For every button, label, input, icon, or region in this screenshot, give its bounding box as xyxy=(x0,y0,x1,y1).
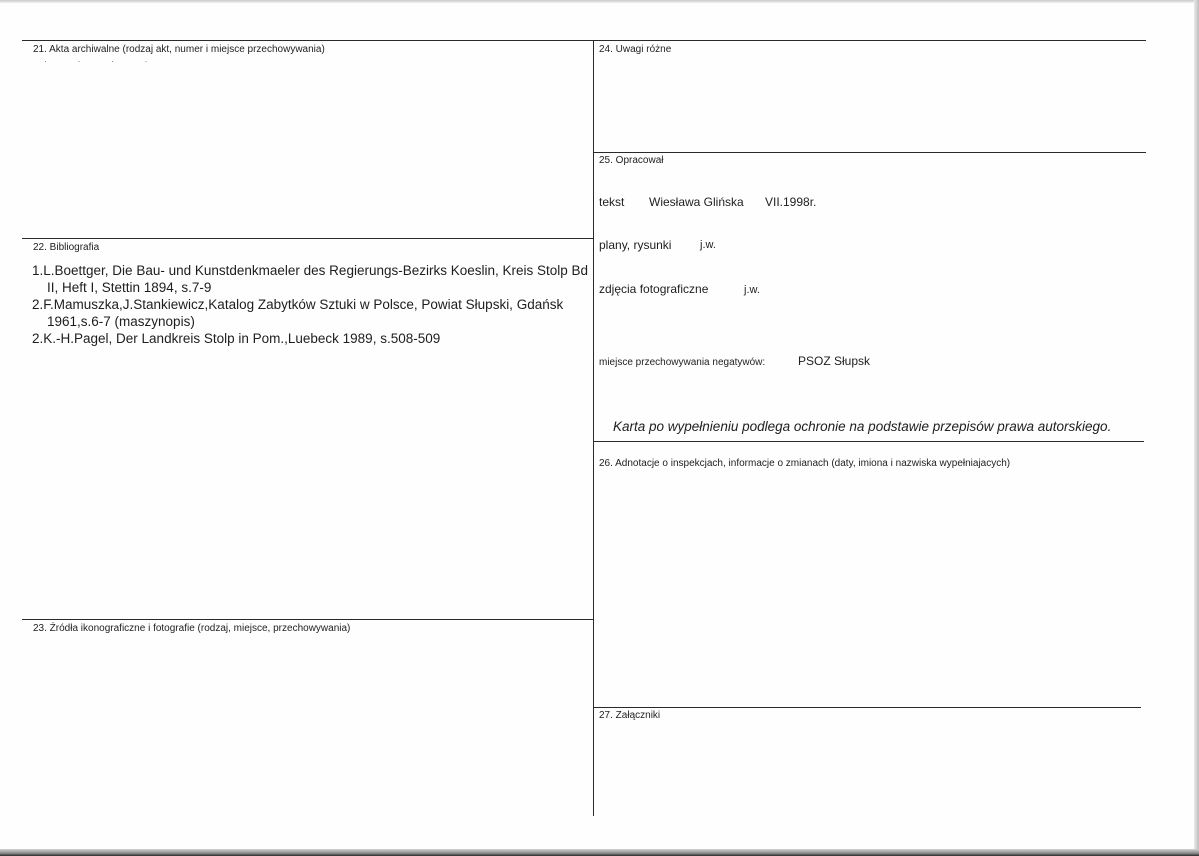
section-21-title: 21. Akta archiwalne (rodzaj akt, numer i miejsce przechowywania) xyxy=(33,44,325,55)
scan-edge-bottom xyxy=(0,849,1199,856)
rule-25 xyxy=(593,152,1146,153)
zdjecia-label: zdjęcia fotograficzne xyxy=(599,282,709,296)
copyright-note: Karta po wypełnieniu podlega ochronie na podstawie przepisów prawa autorskiego. xyxy=(613,419,1112,434)
negatywy-label: miejsce przechowywania negatywów: xyxy=(599,357,766,368)
scan-specks: · · · · xyxy=(44,56,162,66)
rule-23 xyxy=(22,619,593,620)
scan-edge-right xyxy=(1194,0,1199,856)
bibliography-list xyxy=(32,262,592,347)
section-27-title: 27. Załączniki xyxy=(599,710,661,721)
tekst-label: tekst xyxy=(599,195,625,209)
rule-26 xyxy=(593,441,1144,442)
scan-edge-top xyxy=(0,0,1199,3)
rule-27 xyxy=(593,707,1141,708)
bibliography-entry: 2.K.-H.Pagel, Der Landkreis Stolp in Pom.,Luebeck 1989, s.508-509 xyxy=(32,331,441,346)
plany-value: j.w. xyxy=(700,239,716,251)
rule-center xyxy=(593,40,594,816)
section-24-title: 24. Uwagi różne xyxy=(599,44,672,55)
section-22-title: 22. Bibliografia xyxy=(33,242,100,253)
bibliography-entry: 1.L.Boettger, Die Bau- und Kunstdenkmaeler des Regierungs-Bezirks Koeslin, Kreis Stolp Bd II, Heft I, Stettin 1894, s.7-9 xyxy=(32,263,589,295)
negatywy-value: PSOZ Słupsk xyxy=(798,354,871,368)
zdjecia-value: j.w. xyxy=(744,284,760,296)
plany-label: plany, rysunki xyxy=(599,238,672,252)
section-23-title: 23. Źródła ikonograficzne i fotografie (rodzaj, miejsce, przechowywania) xyxy=(33,623,351,634)
tekst-date: VII.1998r. xyxy=(765,195,817,209)
rule-top xyxy=(22,40,1146,41)
section-25-title: 25. Opracował xyxy=(599,155,664,166)
section-26-title: 26. Adnotacje o inspekcjach, informacje o zmianach (daty, imiona i nazwiska wypełniajacych) xyxy=(599,458,1011,469)
tekst-value: Wiesława Glińska xyxy=(649,195,744,209)
rule-22 xyxy=(22,238,593,239)
bibliography-entry: 2.F.Mamuszka,J.Stankiewicz,Katalog Zabytków Sztuki w Polsce, Powiat Słupski, Gdańsk 1961,s.6-7 (maszynopis) xyxy=(32,297,564,329)
